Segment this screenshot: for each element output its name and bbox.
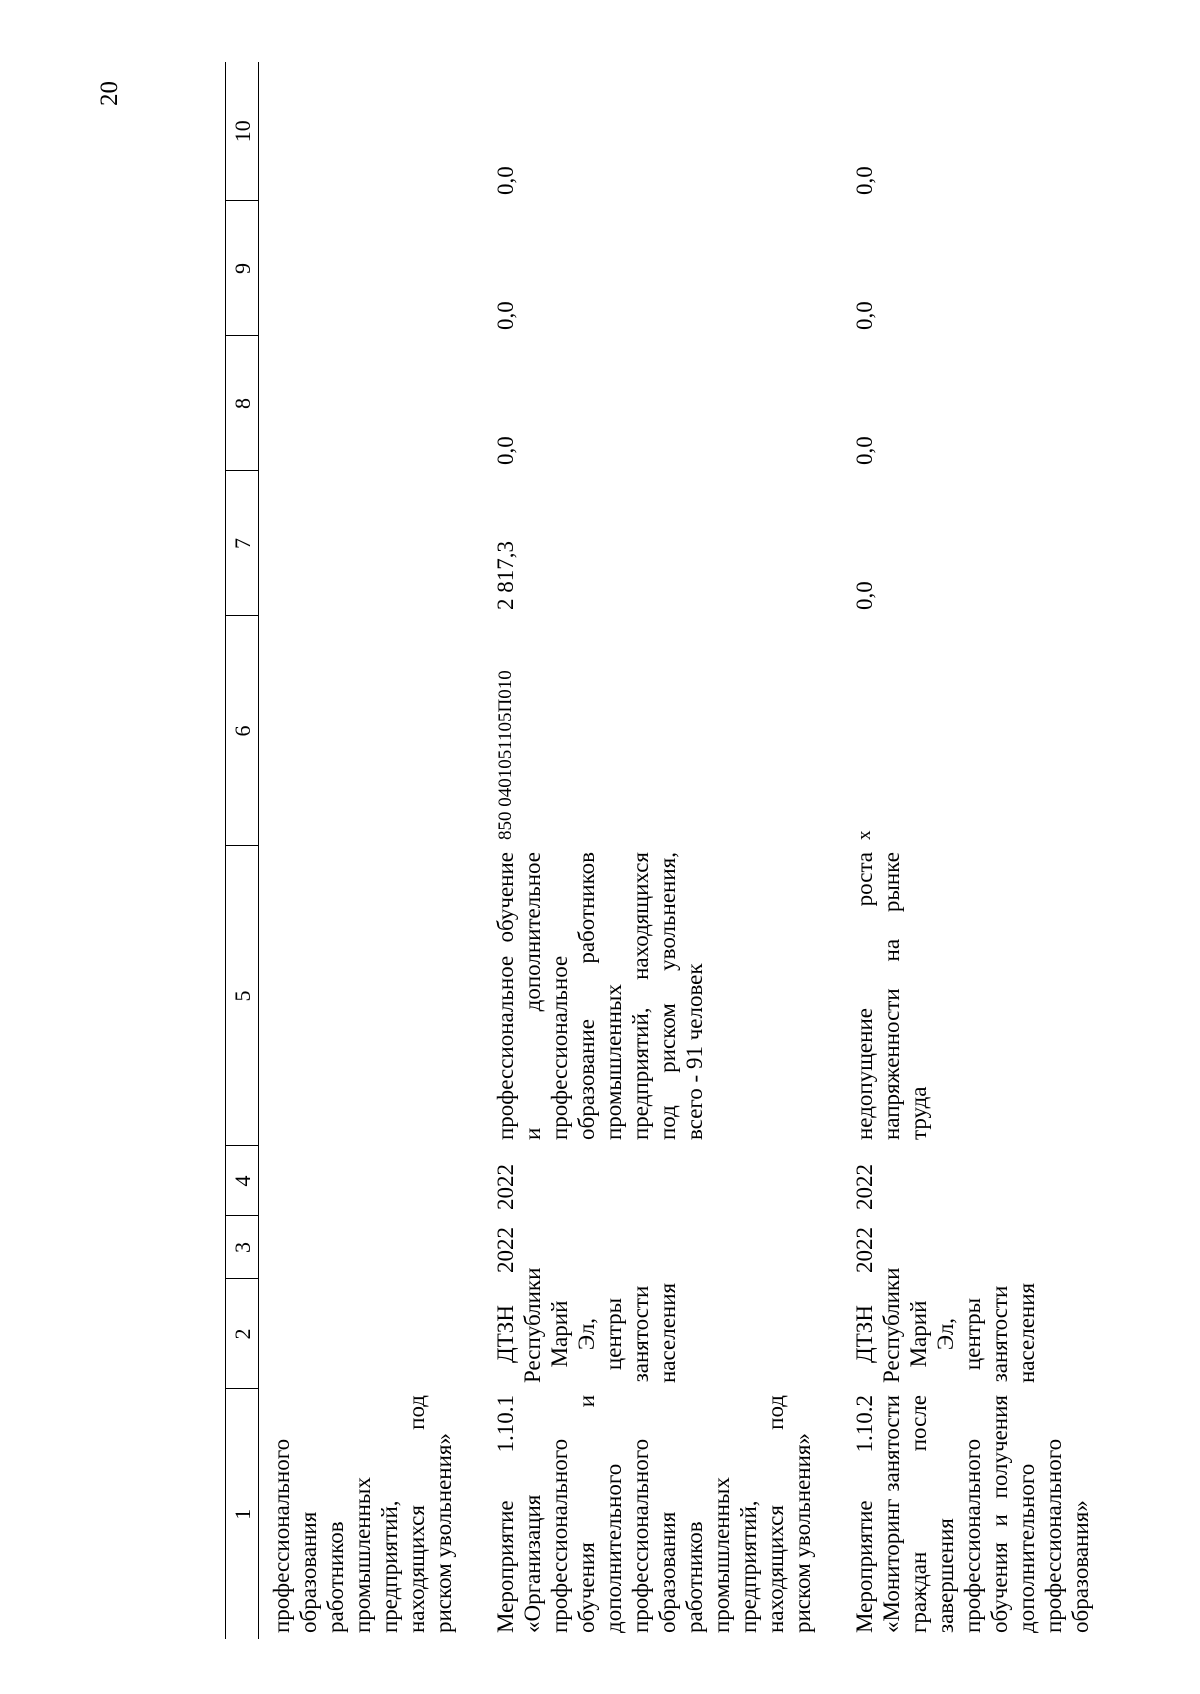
budget-code-cell: х (854, 830, 875, 840)
value-col9-cell: 0,0 (493, 301, 518, 330)
value-col10-cell: 0,0 (493, 166, 518, 195)
value-col7-cell: 0,0 (852, 581, 877, 610)
table-row (842, 62, 1120, 1639)
budget-code-cell: 850 0401051105П010 (495, 670, 516, 840)
column-header-4: 4 (226, 1146, 259, 1216)
end-year-cell: 2022 (852, 1164, 877, 1210)
column-header-1: 1 (226, 1389, 259, 1639)
table-row (259, 62, 484, 1639)
start-year-cell: 2022 (852, 1227, 877, 1273)
measure-name-cell: профессионального образования работников промышленных предприятий, находящихся под риском увольнения» (269, 1395, 456, 1633)
column-header-3: 3 (226, 1216, 259, 1279)
program-measures-table (225, 62, 1120, 1639)
end-year-cell: 2022 (493, 1164, 518, 1210)
measure-name-cell: Мероприятие 1.10.2 «Мониторинг занятости граждан после завершения профессионального обучения и получения дополнительного профессионального образования» (852, 1395, 1093, 1633)
budget-code-cell (259, 616, 484, 846)
value-col10-cell: 0,0 (852, 166, 877, 195)
start-year-cell (259, 1216, 484, 1279)
page-number: 20 (96, 81, 123, 106)
start-year-cell: 2022 (493, 1227, 518, 1273)
header-row (226, 62, 259, 1639)
measure-name-cell: Мероприятие 1.10.1 «Организация профессионального обучения и дополнительного профессионального образования работников промышленных предприятий, находящихся под риском увольнения» (493, 1395, 815, 1633)
value-col10-cell (259, 62, 484, 201)
column-header-10: 10 (226, 62, 259, 201)
responsible-cell: ДТЗН Республики Марий Эл, центры занятости населения (852, 1267, 1039, 1383)
responsible-cell (259, 1279, 484, 1389)
responsible-cell: ДТЗН Республики Марий Эл, центры занятости населения (493, 1267, 680, 1383)
column-header-8: 8 (226, 336, 259, 471)
expected-result-cell: недопущение роста напряженности на рынке труда (852, 852, 931, 1140)
table-row (483, 62, 842, 1639)
column-header-9: 9 (226, 201, 259, 336)
value-col8-cell: 0,0 (852, 436, 877, 465)
column-header-7: 7 (226, 471, 259, 616)
value-col7-cell (259, 471, 484, 616)
value-col9-cell: 0,0 (852, 301, 877, 330)
expected-result-cell: профессиональное обучение и дополнительное профессиональное образование работников промышленных предприятий, находящихся под риском увольнения, всего - 91 человек (493, 852, 707, 1140)
value-col8-cell: 0,0 (493, 436, 518, 465)
value-col8-cell (259, 336, 484, 471)
column-header-2: 2 (226, 1279, 259, 1389)
column-header-5: 5 (226, 846, 259, 1146)
column-header-6: 6 (226, 616, 259, 846)
end-year-cell (259, 1146, 484, 1216)
value-col9-cell (259, 201, 484, 336)
value-col7-cell: 2 817,3 (493, 541, 518, 610)
expected-result-cell (259, 846, 484, 1146)
